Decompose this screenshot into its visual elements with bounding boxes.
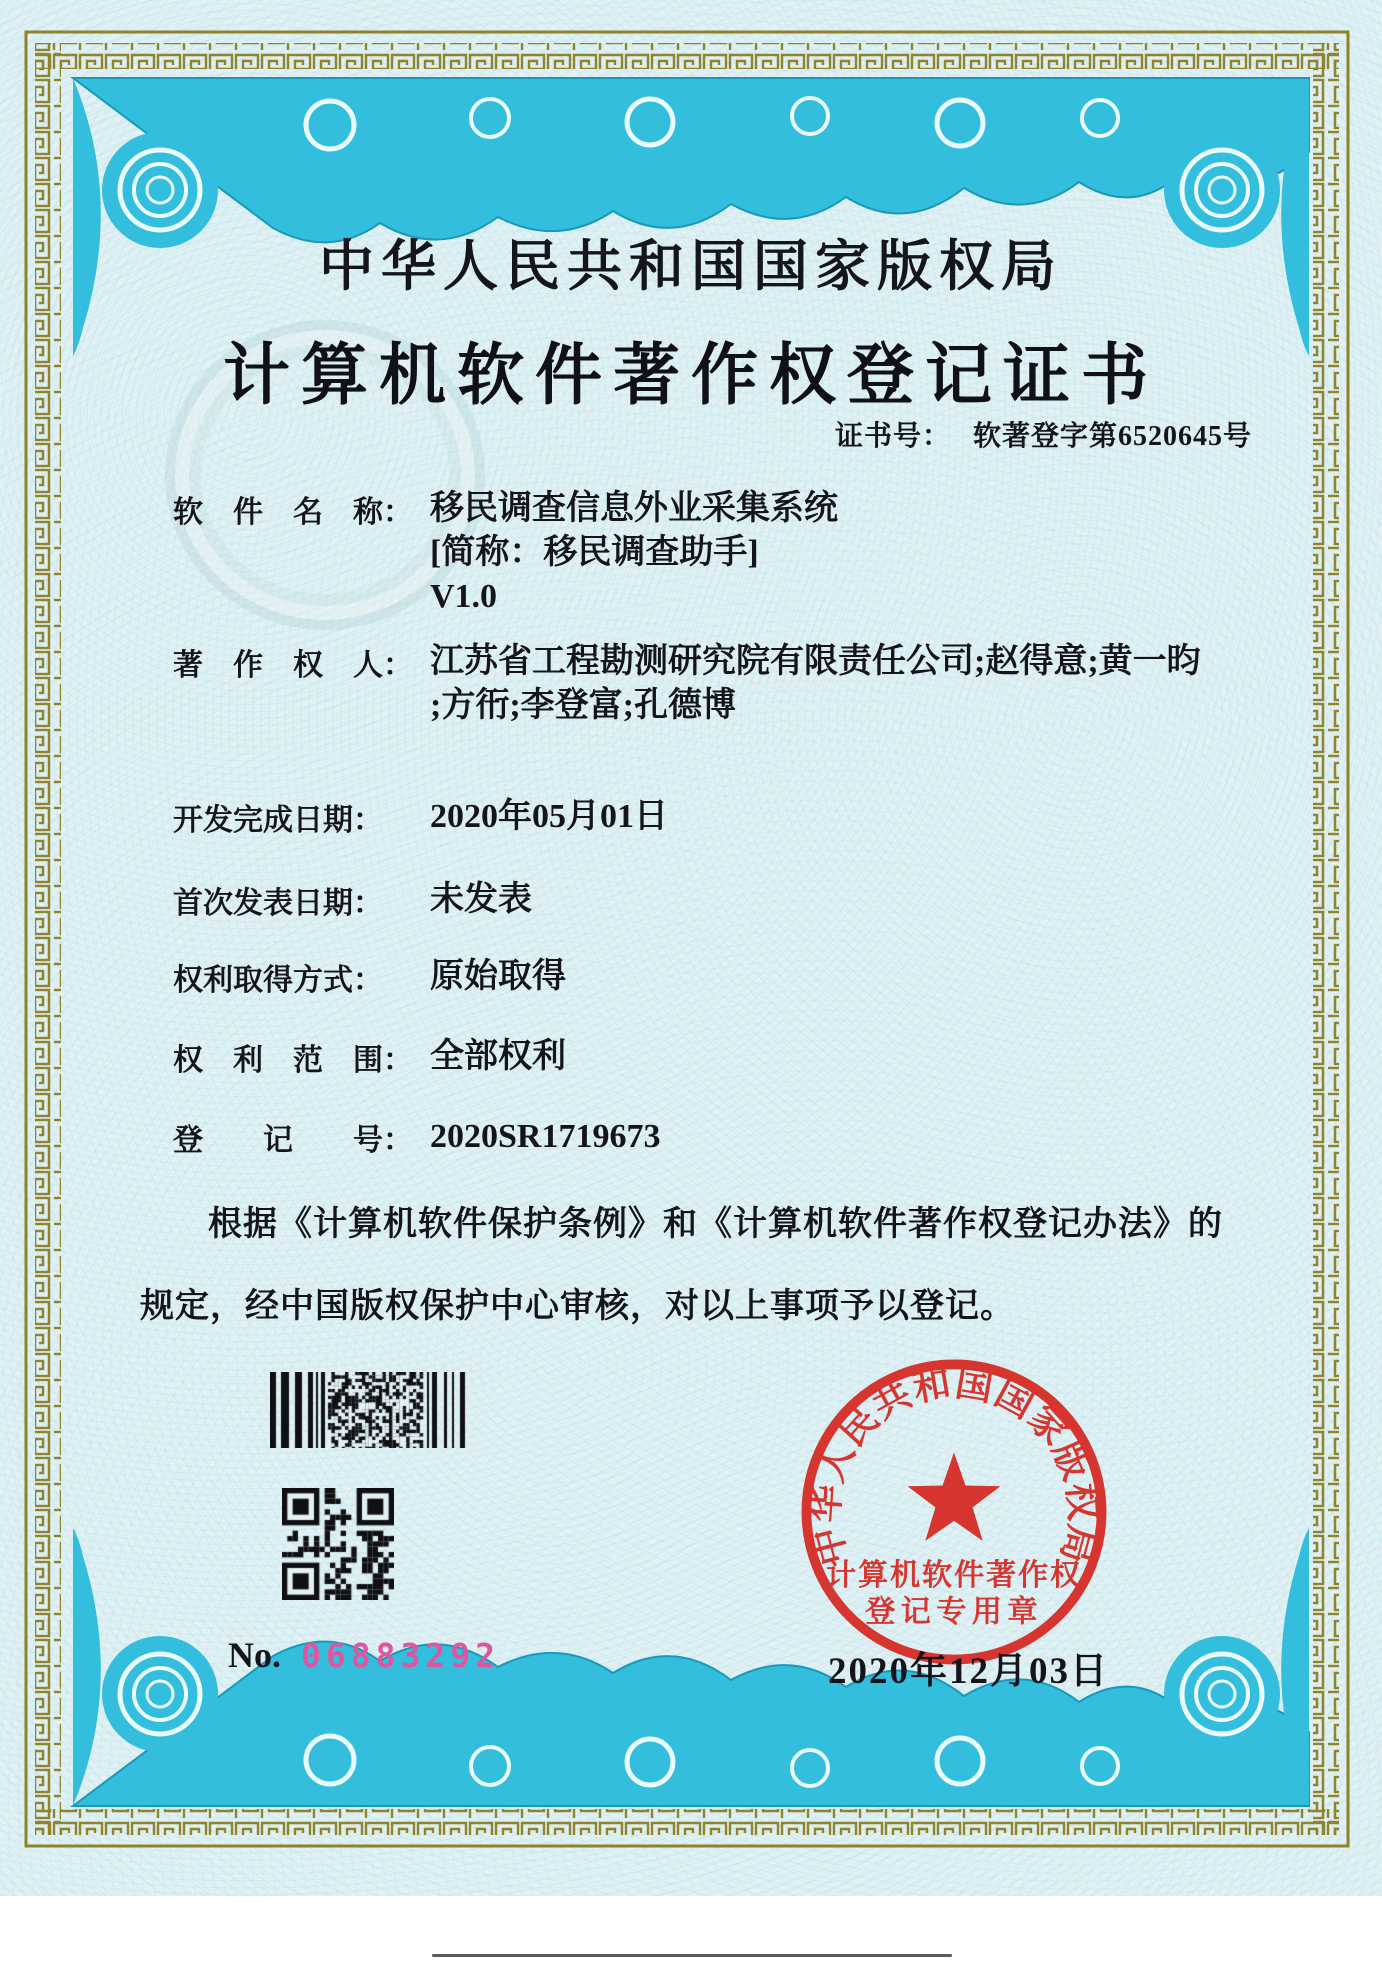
stamp-text-line2: 登记专用章 [865,1595,1043,1629]
field-label: 权利取得方式： [173,964,383,997]
frame-band-top [35,43,1339,69]
stamp-text-line1: 计算机软件著作权 [826,1558,1082,1592]
serial-number-line [228,1634,500,1676]
frame-band-bottom [35,1809,1339,1835]
barcode-icon [270,1372,468,1448]
frame-outer-line [26,32,1348,1846]
field-rights-scope [173,1035,1293,1079]
serial-number: 06883292 [301,1636,500,1675]
acquisition-method-value: 原始取得 [430,958,566,995]
field-label: 著 作 权 人： [173,649,413,682]
certificate-number-value: 软著登字第6520645号 [973,421,1253,452]
rights-scope-value: 全部权利 [430,1038,566,1075]
software-version: V1.0 [430,578,498,615]
certificate-number-label: 证书号： [835,421,952,452]
serial-prefix: No. [228,1635,281,1675]
field-label: 权 利 范 围： [173,1044,413,1077]
frame-band-left [35,43,61,1835]
field-copyright-owner [173,640,1293,728]
software-name-line2: [简称：移民调查助手] [430,534,759,571]
first-publication-value: 未发表 [430,881,532,918]
field-acquisition-method [173,955,1293,999]
statement-line2: 规定，经中国版权保护中心审核，对以上事项予以登记。 [140,1288,1015,1325]
official-stamp [794,1352,1114,1672]
field-label: 软 件 名 称： [173,496,413,529]
registration-number-value: 2020SR1719673 [430,1118,661,1155]
field-registration-number [173,1115,1293,1159]
field-label: 首次发表日期： [173,887,383,920]
qr-code-icon [282,1488,394,1600]
field-software-name [173,487,1293,619]
completion-date-value: 2020年05月01日 [430,798,668,835]
statement-line1: 根据《计算机软件保护条例》和《计算机软件著作权登记办法》的 [208,1206,1223,1243]
flourish-top [73,78,1309,356]
field-label: 开发完成日期： [173,804,383,837]
scan-edge-mark [432,1954,952,1957]
red-star-icon [908,1452,1001,1540]
owner-line1: 江苏省工程勘测研究院有限责任公司;赵得意;黄一昀 [430,643,1201,680]
document-title: 计算机软件著作权登记证书 [223,339,1159,413]
software-name-line1: 移民调查信息外业采集系统 [430,490,838,527]
owner-line2: ;方衎;李登富;孔德博 [430,687,736,724]
stamp-ring-text: 中华人民共和国国家版权局 [803,1361,1105,1570]
issue-date: 2020年12月03日 [828,1651,1109,1692]
field-first-publication [173,878,1293,922]
certificate-number-line [835,414,1252,454]
field-completion-date [173,795,1293,839]
issuer-title: 中华人民共和国国家版权局 [318,236,1063,297]
field-label: 登 记 号： [173,1124,413,1157]
frame-band-right [1313,43,1339,1835]
